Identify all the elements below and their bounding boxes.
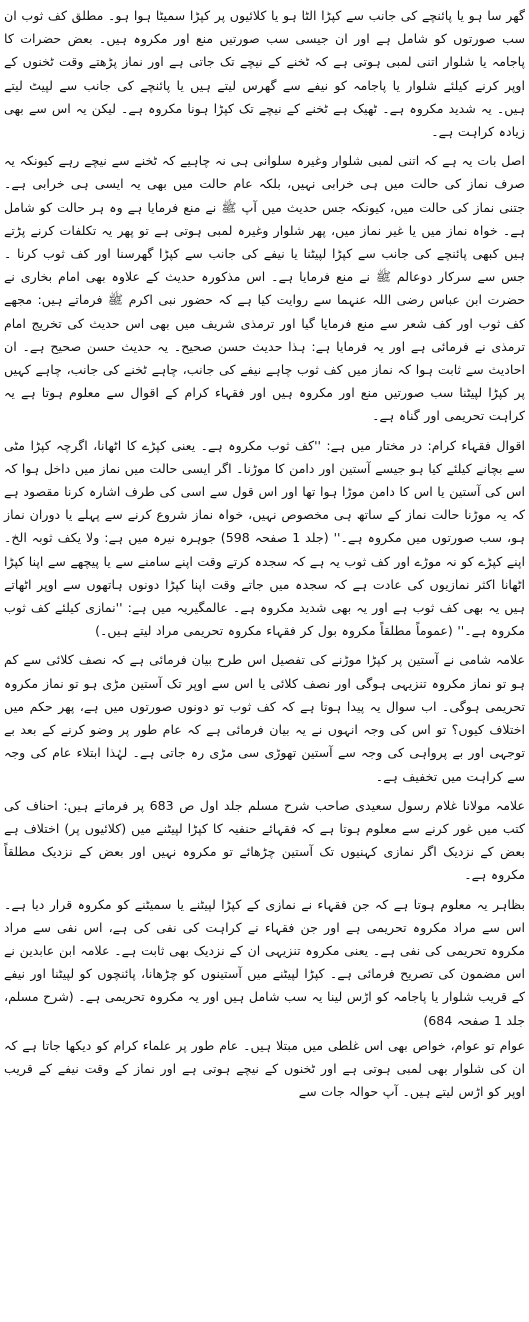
paragraph-aqwal-e-fuqaha: اقوال فقہاء کرام: در مختار میں ہے: ''کف ثوب مکروہ ہے۔ یعنی کپڑے کا اٹھانا، اگرچہ کپڑا مٹی سے بچانے کیلئے کیا ہو جیسے آستین اور دامن کا موڑنا۔ اگر ایسی حالت میں نماز میں داخل ہوا کہ اس کی آستین یا اس کا دامن موڑا ہوا تھا اور اس قول سے اسی کی طرف اشارہ کرنا مقصود ہے کہ یہ موڑنا حالت نماز کے ساتھ ہی مخصوص نہیں، خواہ نماز شروع کرنے سے پہلے یا دوران نماز ہو، سب صورتوں میں مکروہ ہے۔'' (جلد 1 صفحہ 598) جوہرہ نیرہ میں ہے: ولا یکف ثوبہ الخ۔ اپنے کپڑے کو نہ موڑے اور کف ثوب یہ ہے کہ سجدہ کرتے وقت اپنے سامنے سے یا پیچھے سے اپنا کپڑا اٹھانا اکثر نمازیوں کی عادت ہے کہ سجدہ میں جاتے وقت اپنا کپڑا دونوں ہاتھوں سے اوپر اٹھاتے ہیں یہ بھی کف ثوب ہے اور یہ بھی شدید مکروہ ہے۔ عالمگیریہ میں ہے: ''نمازی کیلئے کف ثوب مکروہ ہے۔'' (عموماً مطلقاً مکروہ بول کر فقہاء مکروہ تحریمی مراد لیتے ہیں۔) (4, 437, 525, 639)
paragraph-asal-baat: اصل بات یہ ہے کہ اتنی لمبی شلوار وغیرہ سلوانی ہی نہ چاہیے کہ ٹخنے سے نیچے رہے کیونکہ یہ صرف نماز کی حالت میں ہی خرابی نہیں، بلکہ عام حالت میں بھی یہ ایسی ہی خرابی ہے۔ جتنی نماز کی حالت میں، کیونکہ جس حدیث میں آپ ﷺ نے منع فرمایا ہے وہ ہر حالت کو شامل ہے۔ خواہ نماز میں یا غیر نماز میں، پھر شلوار وغیرہ لمبی ہوتی ہے تو پھر یہ تکلفات کرنے پڑتے ہیں کبھی پائنچے کی جانب سے کپڑا لپیٹنا یا نیفے کی جانب سے کپڑا گھرسنا اور کف ثوب کرنا ۔ جس سے سرکار دوعالم ﷺ نے منع فرمایا ہے۔ اس مذکورہ حدیث کے علاوہ بھی امام بخاری نے حضرت ابن عباس رضی اللہ عنہما سے روایت کیا ہے کہ حضور نبی اکرم ﷺ فرماتے ہیں: مجھے کف ثوب اور کف شعر سے منع فرمایا گیا اور ترمذی شریف میں بھی اس حدیث کی تخریج امام ترمذی نے فرمائی ہے اور یہ فرمایا ہے: ہذا حدیث حسن صحیح۔ یہ حدیث حسن صحیح ہے۔ ان احادیث سے ثابت ہوا کہ نماز میں کف ثوب چاہے نیفے کی جانب، چاہے ٹخنے کی جانب، چاہے کہیں پر کپڑا لپیٹنا سب صورتیں منع اور مکروہ ہیں اور فقہاء کرام کے اقوال سے معلوم ہوتا ہے یہ کراہت تحریمی اور گناہ ہے۔ (4, 153, 525, 424)
paragraph-allama-shami: علامہ شامی نے آستین پر کپڑا موڑنے کی تفصیل اس طرح بیان فرمائی ہے کہ نصف کلائی سے کم ہو تو نماز مکروہ تنزیہی ہوگی اور نصف کلائی یا اس سے اوپر تک آستین مڑی ہو تو نماز مکروہ تحریمی ہوگی۔ اب سوال یہ پیدا ہوتا ہے کہ کف ثوب تو دونوں صورتوں میں ہے، پھر حکم میں اختلاف کیوں؟ تو اس کی وجہ انہوں نے یہ بیان فرمائی ہے کہ عام طور پر وضو کرنے کے بعد بے توجہی اور بے پرواہی کی وجہ سے آستین تھوڑی سی مڑی رہ جاتی ہے۔ لہٰذا ابتلاء عام کی وجہ سے کراہت میں تخفیف ہے۔ (4, 652, 525, 784)
paragraph-awam-khawas: عوام تو عوام، خواص بھی اس غلطی میں مبتلا ہیں۔ عام طور پر علماء کرام کو دیکھا جاتا ہے کہ ان کی شلوار بھی لمبی ہوتی ہے اور ٹخنوں کے نیچے ہوتی ہے اور نماز کے وقت نیفے کے قریب اوپر کو اڑس لیتے ہیں۔ آپ حوالہ جات سے (4, 1037, 525, 1100)
paragraph-allama-saeedi: علامہ مولانا غلام رسول سعیدی صاحب شرح مسلم جلد اول ص 683 پر فرماتے ہیں: احناف کی کتب میں غور کرنے سے معلوم ہوتا ہے کہ فقہائے حنفیہ کا کپڑا لپیٹنے میں (کلائیوں پر) اختلاف ہے بعض کے نزدیک اگر نمازی کہنیوں تک آستین چڑھائے تو مکروہ نہیں اور بعض کے نزدیک مطلقاً مکروہ ہے۔ (4, 797, 525, 883)
paragraph-bazahir: بظاہر یہ معلوم ہوتا ہے کہ جن فقہاء نے نمازی کے کپڑا لپیٹنے یا سمیٹنے کو مکروہ قرار دیا ہے۔ اس سے مراد مکروہ تحریمی ہے اور جن فقہاء نے کراہت کی نفی کی ہے، اس نفی سے مراد مکروہ تحریمی کی نفی ہے۔ یعنی مکروہ تنزیہی ان کے نزدیک بھی ثابت ہے۔ علامہ ابن عابدین نے اس مضمون کی تصریح فرمائی ہے۔ کپڑا لپیٹنے میں آستینوں کو چڑھانا، پائنچوں کو لپیٹنا اور نیفے کے قریب شلوار یا پاجامہ کو اڑس لینا یہ سب شامل ہیں اور یہ مکروہ تحریمی ہے۔ (شرح مسلم، جلد 1 صفحہ 684) (4, 896, 525, 1028)
paragraph-kaf-e-saub-intro: گھر سا ہو یا پائنچے کی جانب سے کپڑا الٹا ہو یا کلائیوں پر کپڑا سمیٹا ہوا ہو۔ مطلق کف ثوب ان سب صورتوں کو شامل ہے اور ان جیسی سب صورتیں منع اور مکروہ ہیں۔ بعض حضرات کا پاجامہ یا شلوار اتنی لمبی ہوتی ہے کہ ٹخنے کے نیچے تک جاتی ہے اور نماز پڑھتے وقت ٹخنوں کے اوپر کرنے کیلئے شلوار یا پاجامہ کو نیفے سے گھرس لیتے ہیں یا پائنچے کی جانب سے لپیٹ لیتے ہیں۔ یہ شدید مکروہ ہے۔ ٹھیک ہے ٹخنے کے نیچے تک کپڑا ہونا مکروہ ہے۔ لیکن یہ اس سے بھی زیادہ کراہت ہے۔ (4, 8, 525, 140)
